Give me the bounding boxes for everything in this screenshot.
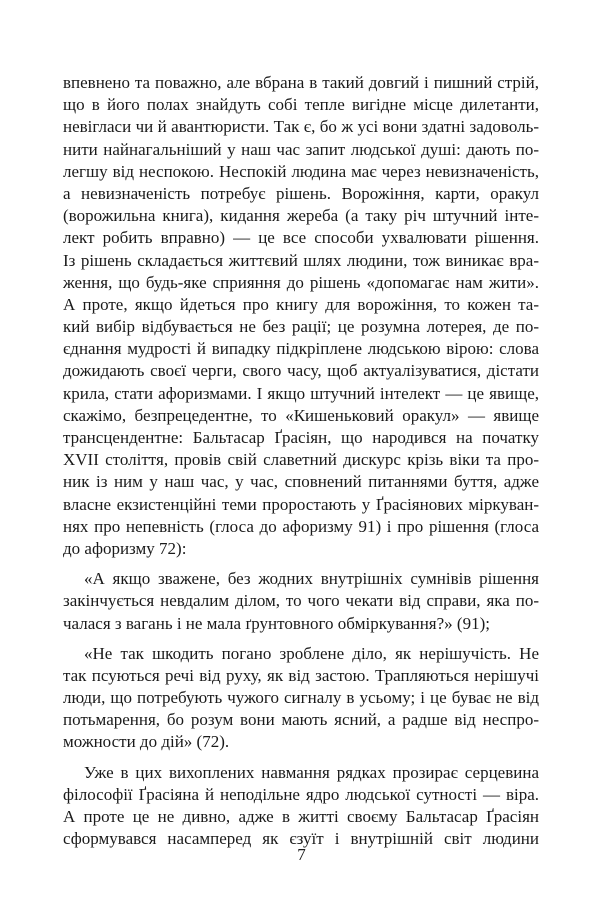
text-line: ження, що будь-яке сприяння до рішень «допомагає нам жити».	[63, 272, 539, 292]
text-line: крила, стати афоризмами. І якщо штучний інтелект — це явище,	[63, 383, 539, 403]
quote-line: так псуються речі від руху, як від застою. Трапляються нерішучі	[63, 665, 539, 685]
text-line: нях про непевність (глоса до афоризму 91) і про рішення (глоса	[63, 516, 539, 536]
quote-line: потьмарення, бо розум вони мають ясний, а радше від неспро-	[63, 710, 539, 730]
text-line: (ворожильна книга), кидання жереба (а таку річ штучний інте-	[63, 206, 539, 226]
text-line: кий вибір відбувається не без рації; це розумна лотерея, де по-	[63, 317, 539, 337]
text-line: XVII століття, провів свій славетний дискурс крізь віки та про-	[63, 450, 539, 470]
quote-line: можности до дій» (72).	[63, 732, 230, 752]
text-line: впевнено та поважно, але вбрана в такий довгий і пишний стрій,	[63, 73, 539, 92]
text-line: невігласи чи й авантюристи. Так є, бо ж усі вони здатні задоволь-	[63, 117, 539, 137]
text-line: а невизначеність потребує рішень. Ворожіння, карти, оракул	[63, 183, 539, 203]
quote-line: «Не так шкодить погано зроблене діло, як нерішучість. Не	[84, 643, 539, 663]
quote-1	[63, 568, 539, 635]
text-line: Із рішень складається життєвий шлях людини, тож виникає вра-	[63, 250, 539, 270]
text-line: трансцендентне: Бальтасар Ґрасіян, що народився на початку	[63, 428, 539, 447]
quote-line: люди, що потребують чужого сигналу в усьому; і це буває не від	[63, 688, 539, 708]
text-line: А проте, якщо йдеться про книгу для ворожіння, то кожен та-	[63, 294, 539, 314]
text-line: дожидають своєї черги, свого часу, щоб актуалізуватися, дістати	[63, 361, 539, 381]
text-line: лект робить вправно) — це все способи ухвалювати рішення.	[63, 228, 539, 248]
text-line: нити найнагальніший у наш час запит людської душі: дають по-	[63, 139, 539, 159]
page-text	[63, 72, 539, 850]
text-line: легшу від неспокою. Неспокій людина має через невизначеність,	[63, 161, 539, 181]
page-number: 7	[297, 845, 306, 864]
quote-line: закінчується невдалим ділом, то чого чекати від справи, яка по-	[63, 591, 539, 611]
text-line: сформувався насамперед як єзуїт і внутрішній світ людини	[63, 829, 539, 849]
text-line: єднання мудрості й випадку підкріплене людською вірою: слова	[63, 339, 539, 359]
text-line: до афоризму 72):	[63, 538, 187, 558]
text-line: філософії Ґрасіяна й неподільне ядро людської сутності — віра.	[63, 784, 539, 804]
text-line: А проте це не дивно, адже в житті своєму Бальтасар Ґрасіян	[63, 807, 539, 826]
quote-2	[63, 643, 539, 754]
text-line: що в його полах знайдуть собі тепле вигідне місце дилетанти,	[63, 95, 539, 115]
quote-line: чалася з вагань і не мала ґрунтовного обміркування?» (91);	[63, 613, 490, 633]
text-line: власне екзистенційні теми проростають у Ґрасіянових міркуван-	[63, 494, 539, 514]
text-line: Уже в цих вихоплених навмання рядках прозирає серцевина	[84, 762, 539, 782]
quote-line: «А якщо зважене, без жодних внутрішніх сумнівів рішення	[84, 569, 539, 589]
paragraph-2	[63, 762, 539, 851]
paragraph-1	[63, 72, 539, 560]
text-line: скажімо, безпрецедентне, то «Кишеньковий оракул» — явище	[63, 405, 539, 425]
text-line: ник із ним у наш час, у час, сповнений питаннями буття, адже	[63, 472, 539, 492]
